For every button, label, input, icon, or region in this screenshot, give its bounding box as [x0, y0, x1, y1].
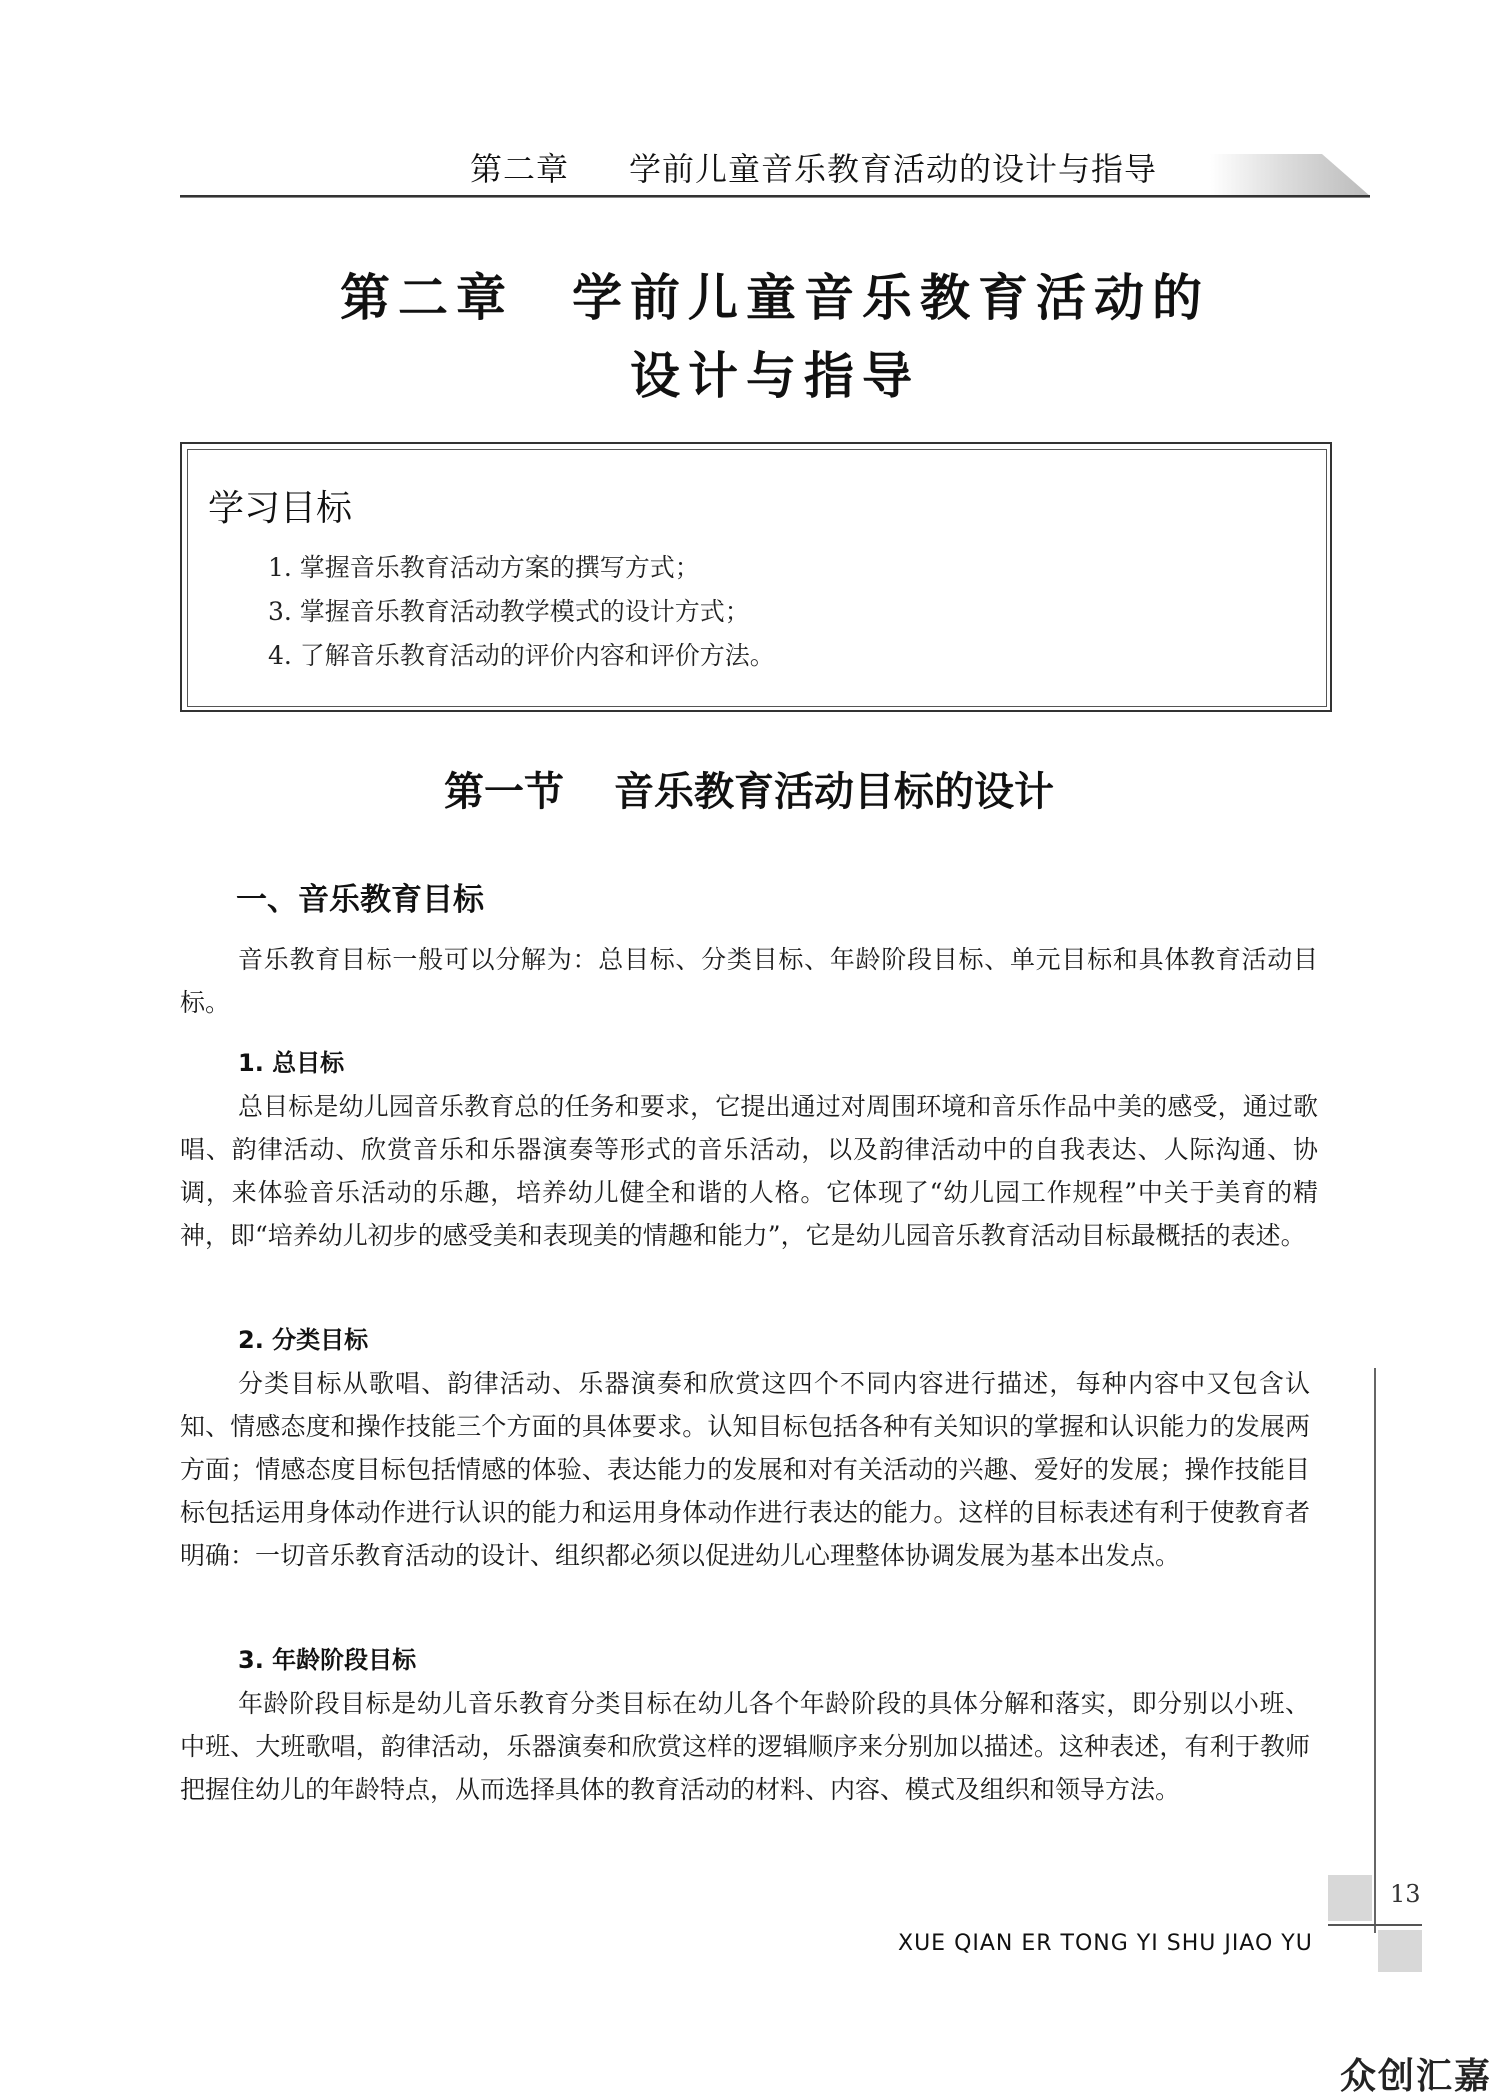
learning-goals-heading: 学习目标 [208, 488, 353, 529]
chapter-title-line-2: 设计与指导 [630, 347, 920, 405]
item-heading-general-goal: 1. 总目标 [238, 1049, 345, 1077]
item-heading-age-goal: 3. 年龄阶段目标 [238, 1646, 417, 1674]
learning-goal-item: 3. 掌握音乐教育活动教学模式的设计方式； [268, 597, 750, 626]
chapter-title-line-1: 第二章 学前儿童音乐教育活动的 [340, 269, 1210, 327]
running-head-text [470, 144, 1157, 190]
item-text-general-goal: 总目标是幼儿园音乐教育总的任务和要求，它提出通过对周围环境和音乐作品中美的感受，通过歌唱、韵律活动、欣赏音乐和乐器演奏等形式的音乐活动，以及韵律活动中的自我表达、人际沟通、协调，来体验音乐活动的乐趣，培养幼儿健全和谐的人格。它体现了“幼儿园工作规程”中关于美育的精神，即“培养幼儿初步的感受美和表现美的情趣和能力”，它是幼儿园音乐教育活动目标最概括的表述。 [180, 1092, 1318, 1250]
learning-goals-list [268, 546, 775, 678]
section-title-text: 音乐教育活动目标的设计 [614, 768, 1054, 815]
footer-pinyin-title: XUE QIAN ER TONG YI SHU JIAO YU [898, 1931, 1313, 1956]
header-rule [180, 195, 1370, 198]
item-text-age-goal: 年龄阶段目标是幼儿音乐教育分类目标在幼儿各个年龄阶段的具体分解和落实，即分别以小班、中班、大班歌唱，韵律活动，乐器演奏和欣赏这样的逻辑顺序来分别加以描述。这种表述，有利于教师把握住幼儿的年龄特点，从而选择具体的教育活动的材料、内容、模式及组织和领导方法。 [180, 1689, 1310, 1804]
learning-goals-box [180, 442, 1332, 712]
running-head-chapter: 第二章 [470, 150, 570, 188]
running-head [180, 136, 1370, 198]
section-title [180, 760, 1318, 817]
page-number: 13 [1390, 1880, 1421, 1908]
folio-rule [1328, 1924, 1422, 1926]
subsection-heading: 一、音乐教育目标 [236, 882, 484, 918]
item-heading-category-goal: 2. 分类目标 [238, 1326, 369, 1354]
watermark-logo: 众创汇嘉 [1340, 2056, 1493, 2097]
learning-goal-item: 1. 掌握音乐教育活动方案的撰写方式； [268, 553, 700, 582]
item-text-category-goal: 分类目标从歌唱、韵律活动、乐器演奏和欣赏这四个不同内容进行描述，每种内容中又包含认知、情感态度和操作技能三个方面的具体要求。认知目标包括各种有关知识的掌握和认识能力的发展两方面；情感态度目标包括情感的体验、表达能力的发展和对有关活动的兴趣、爱好的发展；操作技能目标包括运用身体动作进行认识的能力和运用身体动作进行表达的能力。这样的目标表述有利于使教育者明确：一切音乐教育活动的设计、组织都必须以促进幼儿心理整体协调发展为基本出发点。 [180, 1369, 1310, 1570]
intro-paragraph: 音乐教育目标一般可以分解为：总目标、分类目标、年龄阶段目标、单元目标和具体教育活动目标。 [180, 945, 1318, 1017]
margin-rule [1374, 1368, 1376, 1933]
header-wedge-decoration [1210, 154, 1370, 196]
section-number: 第一节 [444, 768, 564, 815]
footer-block-decoration [1378, 1930, 1422, 1972]
folio-block-decoration [1328, 1875, 1372, 1921]
learning-goal-item: 4. 了解音乐教育活动的评价内容和评价方法。 [268, 641, 775, 670]
running-head-title: 学前儿童音乐教育活动的设计与指导 [629, 150, 1158, 188]
